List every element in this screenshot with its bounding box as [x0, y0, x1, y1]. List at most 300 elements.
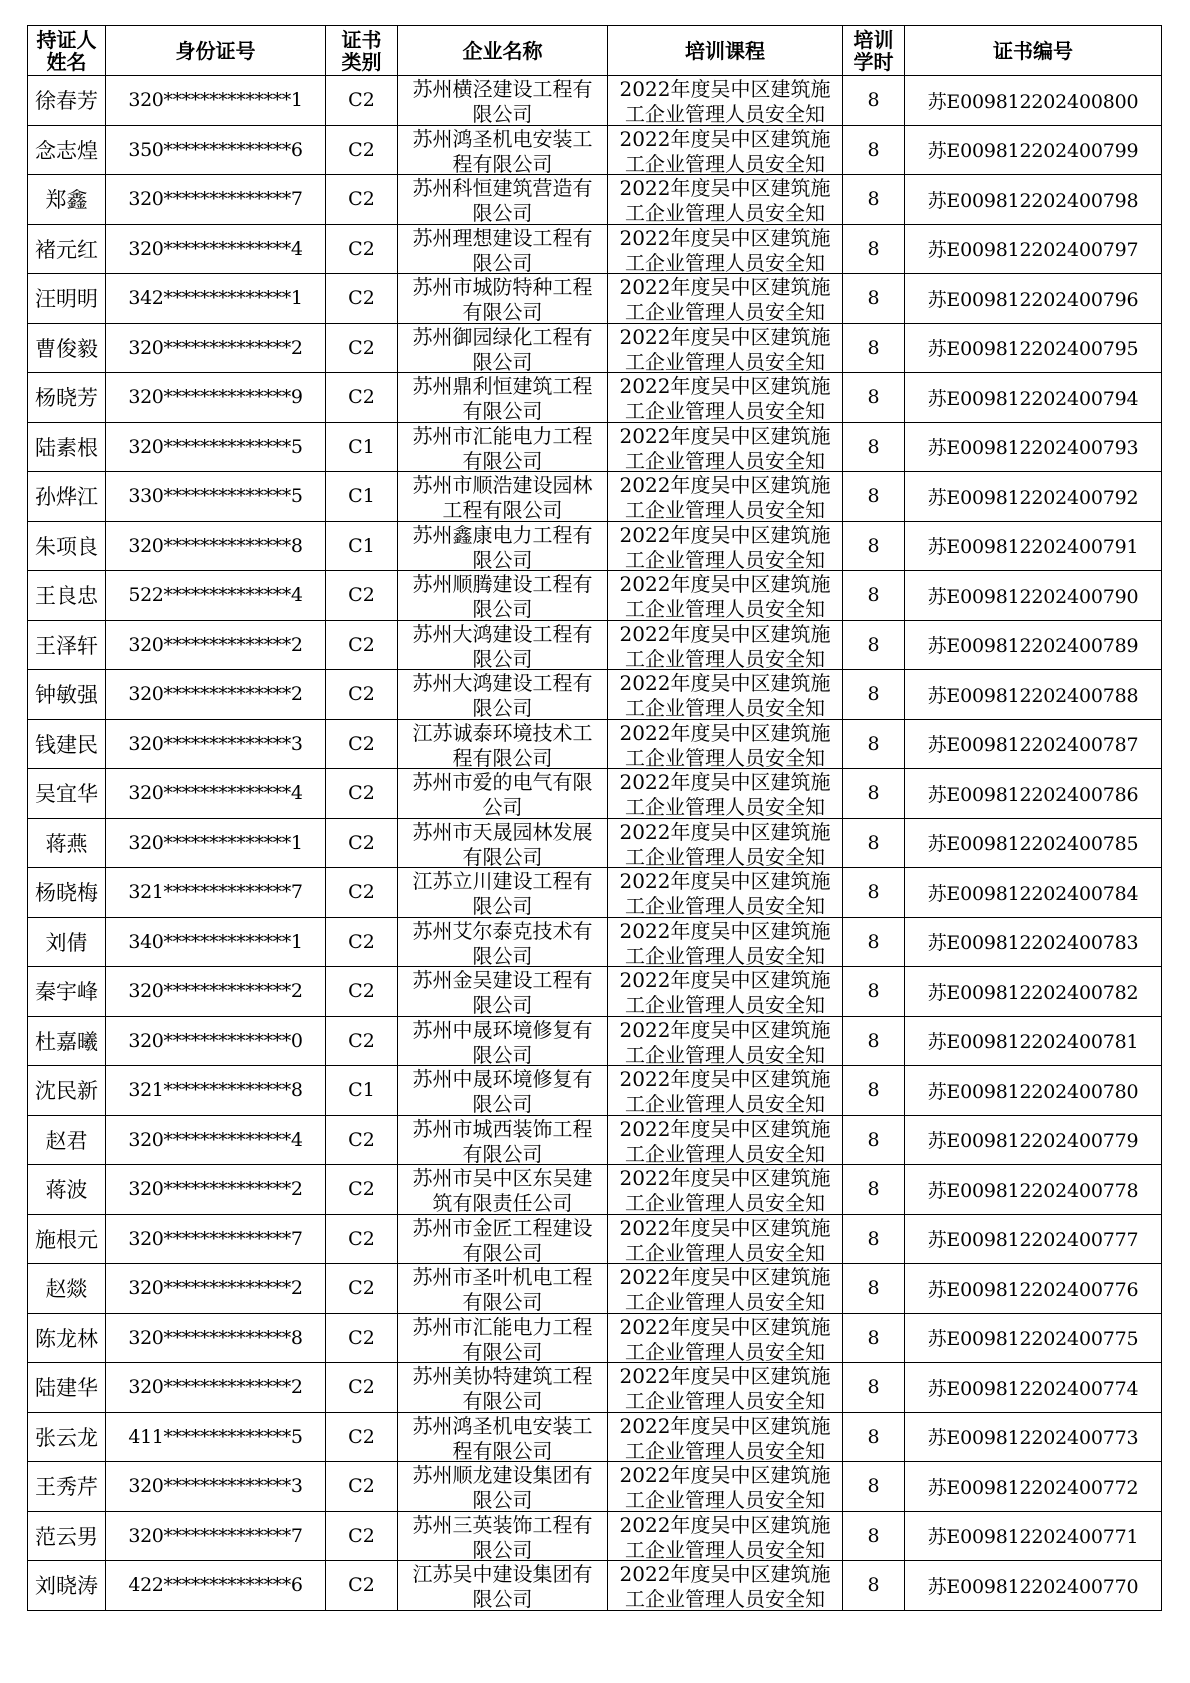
company-name-text: 苏州市城防特种工程有限公司 — [412, 275, 593, 322]
cert-number-cell: 苏E009812202400772 — [905, 1462, 1162, 1512]
table-row — [28, 769, 1162, 819]
training-hours-cell: 8 — [843, 1264, 905, 1314]
company-name-cell — [398, 719, 608, 769]
id-number-cell: 320**************2 — [106, 1363, 326, 1413]
table-row — [28, 967, 1162, 1017]
training-hours-cell: 8 — [843, 719, 905, 769]
table-row — [28, 571, 1162, 621]
training-course-cell — [608, 1165, 843, 1215]
cert-category-cell: C2 — [326, 1363, 398, 1413]
training-hours-cell: 8 — [843, 967, 905, 1017]
id-number-cell: 320**************7 — [106, 1214, 326, 1264]
training-hours-cell: 8 — [843, 620, 905, 670]
cert-number-cell: 苏E009812202400779 — [905, 1115, 1162, 1165]
company-name-text: 苏州鸿圣机电安装工程有限公司 — [412, 126, 593, 173]
cert-number-cell: 苏E009812202400798 — [905, 175, 1162, 225]
training-course-cell — [608, 521, 843, 571]
company-name-text: 苏州顺腾建设工程有限公司 — [412, 572, 593, 619]
id-number-cell: 320**************2 — [106, 967, 326, 1017]
company-name-text: 苏州艾尔泰克技术有限公司 — [412, 918, 593, 965]
cert-number-cell: 苏E009812202400786 — [905, 769, 1162, 819]
training-course-cell — [608, 1264, 843, 1314]
table-row — [28, 1214, 1162, 1264]
company-name-cell — [398, 1313, 608, 1363]
cert-number-cell: 苏E009812202400783 — [905, 917, 1162, 967]
training-course-text: 2022年度吴中区建筑施工企业管理人员安全知 — [619, 1116, 831, 1163]
training-course-cell — [608, 1462, 843, 1512]
training-course-text: 2022年度吴中区建筑施工企业管理人员安全知 — [619, 374, 831, 421]
training-course-cell — [608, 373, 843, 423]
cert-category-cell: C2 — [326, 1313, 398, 1363]
holder-name-cell: 陈龙林 — [28, 1313, 106, 1363]
company-name-text: 苏州市汇能电力工程有限公司 — [412, 1314, 593, 1361]
company-name-text: 苏州市天晟园林发展有限公司 — [412, 819, 593, 866]
company-name-text: 苏州市吴中区东吴建筑有限责任公司 — [412, 1166, 593, 1213]
cert-category-cell: C2 — [326, 967, 398, 1017]
table-row — [28, 323, 1162, 373]
company-name-text: 苏州顺龙建设集团有限公司 — [412, 1463, 593, 1510]
header-training-course: 培训课程 — [608, 26, 843, 76]
holder-name-cell: 钱建民 — [28, 719, 106, 769]
holder-name-cell: 念志煌 — [28, 125, 106, 175]
company-name-text: 江苏立川建设工程有限公司 — [412, 869, 593, 916]
cert-category-cell: C2 — [326, 620, 398, 670]
company-name-cell — [398, 571, 608, 621]
company-name-cell — [398, 1016, 608, 1066]
training-hours-cell: 8 — [843, 175, 905, 225]
training-hours-cell: 8 — [843, 1511, 905, 1561]
holder-name-cell: 陆素根 — [28, 422, 106, 472]
company-name-cell — [398, 1363, 608, 1413]
cert-category-cell: C2 — [326, 917, 398, 967]
company-name-cell — [398, 373, 608, 423]
company-name-cell — [398, 620, 608, 670]
company-name-cell — [398, 1561, 608, 1611]
company-name-text: 苏州御园绿化工程有限公司 — [412, 324, 593, 371]
cert-category-cell: C2 — [326, 125, 398, 175]
company-name-text: 苏州鸿圣机电安装工程有限公司 — [412, 1413, 593, 1460]
cert-number-cell: 苏E009812202400785 — [905, 818, 1162, 868]
company-name-cell — [398, 1214, 608, 1264]
company-name-text: 苏州理想建设工程有限公司 — [412, 225, 593, 272]
cert-number-cell: 苏E009812202400799 — [905, 125, 1162, 175]
company-name-cell — [398, 1115, 608, 1165]
cert-category-cell: C2 — [326, 719, 398, 769]
holder-name-cell: 吴宜华 — [28, 769, 106, 819]
header-training-hours: 培训 学时 — [843, 26, 905, 76]
id-number-cell: 320**************4 — [106, 769, 326, 819]
cert-number-cell: 苏E009812202400795 — [905, 323, 1162, 373]
company-name-text: 江苏诚泰环境技术工程有限公司 — [412, 720, 593, 767]
holder-name-cell: 杜嘉曦 — [28, 1016, 106, 1066]
holder-name-cell: 王秀芹 — [28, 1462, 106, 1512]
cert-category-cell: C2 — [326, 769, 398, 819]
cert-category-cell: C2 — [326, 274, 398, 324]
company-name-text: 苏州中晟环境修复有限公司 — [412, 1067, 593, 1114]
id-number-cell: 320**************2 — [106, 670, 326, 720]
table-row — [28, 224, 1162, 274]
id-number-cell: 411**************5 — [106, 1412, 326, 1462]
table-row — [28, 125, 1162, 175]
cert-category-cell: C2 — [326, 571, 398, 621]
training-course-cell — [608, 868, 843, 918]
company-name-cell — [398, 967, 608, 1017]
holder-name-cell: 刘晓涛 — [28, 1561, 106, 1611]
training-hours-cell: 8 — [843, 521, 905, 571]
id-number-cell: 342**************1 — [106, 274, 326, 324]
training-course-text: 2022年度吴中区建筑施工企业管理人员安全知 — [619, 968, 831, 1015]
table-body — [28, 76, 1162, 1611]
company-name-text: 苏州美协特建筑工程有限公司 — [412, 1364, 593, 1411]
holder-name-cell: 杨晓梅 — [28, 868, 106, 918]
company-name-cell — [398, 175, 608, 225]
cert-number-cell: 苏E009812202400775 — [905, 1313, 1162, 1363]
table-row — [28, 1264, 1162, 1314]
training-course-text: 2022年度吴中区建筑施工企业管理人员安全知 — [619, 126, 831, 173]
cert-category-cell: C2 — [326, 1561, 398, 1611]
training-course-text: 2022年度吴中区建筑施工企业管理人员安全知 — [619, 77, 831, 124]
cert-category-cell: C2 — [326, 818, 398, 868]
company-name-text: 苏州横泾建设工程有限公司 — [412, 77, 593, 124]
training-course-cell — [608, 1016, 843, 1066]
company-name-cell — [398, 1412, 608, 1462]
training-course-text: 2022年度吴中区建筑施工企业管理人员安全知 — [619, 671, 831, 718]
cert-category-cell: C1 — [326, 521, 398, 571]
training-hours-cell: 8 — [843, 1313, 905, 1363]
company-name-cell — [398, 1264, 608, 1314]
table-row — [28, 422, 1162, 472]
company-name-cell — [398, 224, 608, 274]
training-hours-cell: 8 — [843, 868, 905, 918]
cert-number-cell: 苏E009812202400790 — [905, 571, 1162, 621]
training-course-cell — [608, 670, 843, 720]
company-name-text: 苏州市金匠工程建设有限公司 — [412, 1215, 593, 1262]
training-hours-cell: 8 — [843, 323, 905, 373]
table-row — [28, 1165, 1162, 1215]
company-name-text: 苏州市顺浩建设园林工程有限公司 — [412, 473, 593, 520]
company-name-text: 苏州大鸿建设工程有限公司 — [412, 621, 593, 668]
cert-number-cell: 苏E009812202400777 — [905, 1214, 1162, 1264]
cert-category-cell: C2 — [326, 1214, 398, 1264]
company-name-text: 江苏吴中建设集团有限公司 — [412, 1562, 593, 1609]
company-name-cell — [398, 1511, 608, 1561]
training-course-cell — [608, 125, 843, 175]
training-course-cell — [608, 967, 843, 1017]
table-row — [28, 1561, 1162, 1611]
holder-name-cell: 褚元红 — [28, 224, 106, 274]
company-name-cell — [398, 76, 608, 126]
training-course-cell — [608, 274, 843, 324]
table-row — [28, 175, 1162, 225]
training-course-cell — [608, 571, 843, 621]
id-number-cell: 320**************4 — [106, 224, 326, 274]
id-number-cell: 320**************3 — [106, 1462, 326, 1512]
training-course-text: 2022年度吴中区建筑施工企业管理人员安全知 — [619, 423, 831, 470]
cert-number-cell: 苏E009812202400784 — [905, 868, 1162, 918]
table-row — [28, 868, 1162, 918]
training-hours-cell: 8 — [843, 769, 905, 819]
certificate-table — [27, 25, 1162, 1611]
training-course-text: 2022年度吴中区建筑施工企业管理人员安全知 — [619, 176, 831, 223]
training-course-cell — [608, 620, 843, 670]
training-hours-cell: 8 — [843, 1115, 905, 1165]
id-number-cell: 522**************4 — [106, 571, 326, 621]
training-course-text: 2022年度吴中区建筑施工企业管理人员安全知 — [619, 1017, 831, 1064]
cert-category-cell: C2 — [326, 76, 398, 126]
id-number-cell: 320**************7 — [106, 1511, 326, 1561]
training-course-text: 2022年度吴中区建筑施工企业管理人员安全知 — [619, 1314, 831, 1361]
header-company-name: 企业名称 — [398, 26, 608, 76]
training-course-cell — [608, 1363, 843, 1413]
header-cert-number: 证书编号 — [905, 26, 1162, 76]
training-course-cell — [608, 1561, 843, 1611]
cert-category-cell: C2 — [326, 1412, 398, 1462]
training-hours-cell: 8 — [843, 422, 905, 472]
cert-category-cell: C2 — [326, 1115, 398, 1165]
training-course-text: 2022年度吴中区建筑施工企业管理人员安全知 — [619, 1562, 831, 1609]
training-hours-cell: 8 — [843, 1561, 905, 1611]
id-number-cell: 320**************7 — [106, 175, 326, 225]
table-row — [28, 76, 1162, 126]
company-name-cell — [398, 1165, 608, 1215]
training-course-text: 2022年度吴中区建筑施工企业管理人员安全知 — [619, 1215, 831, 1262]
cert-category-cell: C2 — [326, 373, 398, 423]
id-number-cell: 320**************4 — [106, 1115, 326, 1165]
training-hours-cell: 8 — [843, 1016, 905, 1066]
cert-category-cell: C2 — [326, 1264, 398, 1314]
company-name-cell — [398, 422, 608, 472]
table-row — [28, 719, 1162, 769]
cert-number-cell: 苏E009812202400781 — [905, 1016, 1162, 1066]
company-name-text: 苏州大鸿建设工程有限公司 — [412, 671, 593, 718]
training-hours-cell: 8 — [843, 1462, 905, 1512]
id-number-cell: 320**************9 — [106, 373, 326, 423]
company-name-cell — [398, 818, 608, 868]
holder-name-cell: 王泽轩 — [28, 620, 106, 670]
training-hours-cell: 8 — [843, 125, 905, 175]
training-course-cell — [608, 917, 843, 967]
cert-number-cell: 苏E009812202400774 — [905, 1363, 1162, 1413]
holder-name-cell: 曹俊毅 — [28, 323, 106, 373]
header-cert-category: 证书 类别 — [326, 26, 398, 76]
id-number-cell: 422**************6 — [106, 1561, 326, 1611]
cert-category-cell: C2 — [326, 323, 398, 373]
holder-name-cell: 范云男 — [28, 1511, 106, 1561]
training-course-cell — [608, 422, 843, 472]
company-name-cell — [398, 472, 608, 522]
training-course-cell — [608, 1412, 843, 1462]
training-course-text: 2022年度吴中区建筑施工企业管理人员安全知 — [619, 1413, 831, 1460]
cert-number-cell: 苏E009812202400797 — [905, 224, 1162, 274]
cert-category-cell: C2 — [326, 1511, 398, 1561]
company-name-text: 苏州中晟环境修复有限公司 — [412, 1017, 593, 1064]
training-course-cell — [608, 76, 843, 126]
training-course-text: 2022年度吴中区建筑施工企业管理人员安全知 — [619, 1166, 831, 1213]
training-course-text: 2022年度吴中区建筑施工企业管理人员安全知 — [619, 1265, 831, 1312]
cert-number-cell: 苏E009812202400792 — [905, 472, 1162, 522]
holder-name-cell: 秦宇峰 — [28, 967, 106, 1017]
company-name-text: 苏州科恒建筑营造有限公司 — [412, 176, 593, 223]
training-course-cell — [608, 224, 843, 274]
id-number-cell: 320**************2 — [106, 1264, 326, 1314]
holder-name-cell: 刘倩 — [28, 917, 106, 967]
training-course-text: 2022年度吴中区建筑施工企业管理人员安全知 — [619, 770, 831, 817]
id-number-cell: 320**************3 — [106, 719, 326, 769]
training-course-text: 2022年度吴中区建筑施工企业管理人员安全知 — [619, 1067, 831, 1114]
training-course-cell — [608, 175, 843, 225]
training-course-text: 2022年度吴中区建筑施工企业管理人员安全知 — [619, 1364, 831, 1411]
id-number-cell: 330**************5 — [106, 472, 326, 522]
training-course-cell — [608, 1313, 843, 1363]
training-hours-cell: 8 — [843, 670, 905, 720]
company-name-text: 苏州金吴建设工程有限公司 — [412, 968, 593, 1015]
training-hours-cell: 8 — [843, 1412, 905, 1462]
table-row — [28, 1066, 1162, 1116]
holder-name-cell: 汪明明 — [28, 274, 106, 324]
id-number-cell: 320**************2 — [106, 620, 326, 670]
cert-number-cell: 苏E009812202400788 — [905, 670, 1162, 720]
id-number-cell: 320**************1 — [106, 818, 326, 868]
company-name-text: 苏州鑫康电力工程有限公司 — [412, 522, 593, 569]
cert-category-cell: C2 — [326, 1462, 398, 1512]
holder-name-cell: 赵燚 — [28, 1264, 106, 1314]
id-number-cell: 321**************7 — [106, 868, 326, 918]
training-hours-cell: 8 — [843, 274, 905, 324]
company-name-cell — [398, 670, 608, 720]
company-name-cell — [398, 1066, 608, 1116]
holder-name-cell: 朱项良 — [28, 521, 106, 571]
table-row — [28, 620, 1162, 670]
company-name-cell — [398, 274, 608, 324]
company-name-cell — [398, 125, 608, 175]
holder-name-cell: 蒋波 — [28, 1165, 106, 1215]
company-name-text: 苏州鼎利恒建筑工程有限公司 — [412, 374, 593, 421]
cert-number-cell: 苏E009812202400771 — [905, 1511, 1162, 1561]
id-number-cell: 320**************8 — [106, 1313, 326, 1363]
id-number-cell: 320**************2 — [106, 323, 326, 373]
company-name-text: 苏州市城西装饰工程有限公司 — [412, 1116, 593, 1163]
training-course-text: 2022年度吴中区建筑施工企业管理人员安全知 — [619, 1512, 831, 1559]
training-course-cell — [608, 1066, 843, 1116]
table-row — [28, 670, 1162, 720]
training-course-text: 2022年度吴中区建筑施工企业管理人员安全知 — [619, 918, 831, 965]
id-number-cell: 320**************8 — [106, 521, 326, 571]
holder-name-cell: 张云龙 — [28, 1412, 106, 1462]
training-course-cell — [608, 769, 843, 819]
cert-category-cell: C2 — [326, 1165, 398, 1215]
training-course-text: 2022年度吴中区建筑施工企业管理人员安全知 — [619, 1463, 831, 1510]
training-hours-cell: 8 — [843, 1165, 905, 1215]
cert-number-cell: 苏E009812202400789 — [905, 620, 1162, 670]
cert-number-cell: 苏E009812202400794 — [905, 373, 1162, 423]
table-row — [28, 1313, 1162, 1363]
table-row — [28, 472, 1162, 522]
company-name-text: 苏州市汇能电力工程有限公司 — [412, 423, 593, 470]
training-course-text: 2022年度吴中区建筑施工企业管理人员安全知 — [619, 522, 831, 569]
training-hours-cell: 8 — [843, 76, 905, 126]
table-row — [28, 373, 1162, 423]
id-number-cell: 321**************8 — [106, 1066, 326, 1116]
holder-name-cell: 王良忠 — [28, 571, 106, 621]
company-name-text: 苏州三英装饰工程有限公司 — [412, 1512, 593, 1559]
company-name-cell — [398, 1462, 608, 1512]
cert-number-cell: 苏E009812202400787 — [905, 719, 1162, 769]
company-name-cell — [398, 769, 608, 819]
training-course-text: 2022年度吴中区建筑施工企业管理人员安全知 — [619, 720, 831, 767]
holder-name-cell: 钟敏强 — [28, 670, 106, 720]
training-course-text: 2022年度吴中区建筑施工企业管理人员安全知 — [619, 275, 831, 322]
training-course-cell — [608, 1115, 843, 1165]
table-row — [28, 1412, 1162, 1462]
training-hours-cell: 8 — [843, 373, 905, 423]
header-holder-name: 持证人 姓名 — [28, 26, 106, 76]
training-course-cell — [608, 719, 843, 769]
training-hours-cell: 8 — [843, 1363, 905, 1413]
company-name-cell — [398, 323, 608, 373]
training-hours-cell: 8 — [843, 818, 905, 868]
training-course-text: 2022年度吴中区建筑施工企业管理人员安全知 — [619, 819, 831, 866]
holder-name-cell: 赵君 — [28, 1115, 106, 1165]
training-course-cell — [608, 323, 843, 373]
table-row — [28, 1511, 1162, 1561]
cert-number-cell: 苏E009812202400793 — [905, 422, 1162, 472]
company-name-cell — [398, 868, 608, 918]
training-hours-cell: 8 — [843, 224, 905, 274]
table-row — [28, 818, 1162, 868]
holder-name-cell: 陆建华 — [28, 1363, 106, 1413]
table-row — [28, 1363, 1162, 1413]
table-row — [28, 521, 1162, 571]
table-row — [28, 917, 1162, 967]
training-course-text: 2022年度吴中区建筑施工企业管理人员安全知 — [619, 621, 831, 668]
cert-category-cell: C2 — [326, 670, 398, 720]
training-course-cell — [608, 472, 843, 522]
holder-name-cell: 沈民新 — [28, 1066, 106, 1116]
training-course-text: 2022年度吴中区建筑施工企业管理人员安全知 — [619, 225, 831, 272]
cert-category-cell: C2 — [326, 224, 398, 274]
training-hours-cell: 8 — [843, 472, 905, 522]
cert-category-cell: C1 — [326, 1066, 398, 1116]
table-row — [28, 1016, 1162, 1066]
cert-category-cell: C2 — [326, 868, 398, 918]
cert-number-cell: 苏E009812202400770 — [905, 1561, 1162, 1611]
id-number-cell: 350**************6 — [106, 125, 326, 175]
cert-number-cell: 苏E009812202400796 — [905, 274, 1162, 324]
cert-number-cell: 苏E009812202400800 — [905, 76, 1162, 126]
training-course-cell — [608, 818, 843, 868]
cert-number-cell: 苏E009812202400778 — [905, 1165, 1162, 1215]
training-course-text: 2022年度吴中区建筑施工企业管理人员安全知 — [619, 473, 831, 520]
cert-category-cell: C2 — [326, 175, 398, 225]
training-hours-cell: 8 — [843, 571, 905, 621]
id-number-cell: 320**************5 — [106, 422, 326, 472]
table-row — [28, 1115, 1162, 1165]
cert-number-cell: 苏E009812202400782 — [905, 967, 1162, 1017]
table-row — [28, 274, 1162, 324]
training-hours-cell: 8 — [843, 1066, 905, 1116]
holder-name-cell: 郑鑫 — [28, 175, 106, 225]
header-row — [28, 26, 1162, 76]
company-name-text: 苏州市爱的电气有限公司 — [412, 770, 593, 817]
holder-name-cell: 徐春芳 — [28, 76, 106, 126]
training-course-cell — [608, 1511, 843, 1561]
training-course-text: 2022年度吴中区建筑施工企业管理人员安全知 — [619, 572, 831, 619]
table-row — [28, 1462, 1162, 1512]
company-name-cell — [398, 917, 608, 967]
training-course-text: 2022年度吴中区建筑施工企业管理人员安全知 — [619, 324, 831, 371]
training-hours-cell: 8 — [843, 1214, 905, 1264]
training-hours-cell: 8 — [843, 917, 905, 967]
